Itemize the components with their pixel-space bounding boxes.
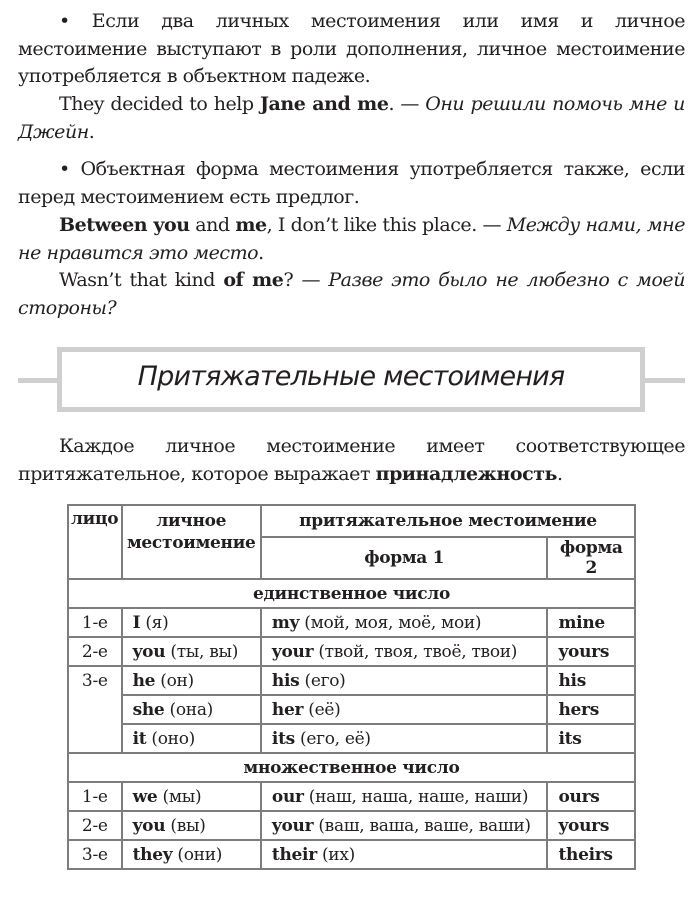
intro-paragraph-possessive: Каждое личное местоимение имеет соответствующее притяжательное, которое выражает принадлежность. [18, 435, 685, 485]
rule-paragraph-two-pronouns: • Если два личных местоимения или имя и личное местоимение выступают в роли дополнения, личное местоимение употребляется в объектном падеже. [18, 10, 685, 88]
cell-person: 3-е [68, 666, 122, 753]
possessive-form-2: mine [558, 612, 605, 633]
pronoun-english: he [132, 670, 156, 691]
cell-form-2 [547, 724, 635, 753]
cell-form-2 [547, 695, 635, 724]
possessive-translation: (его) [299, 670, 346, 691]
cell-form-1 [261, 840, 548, 869]
example-emphasis: Jane and me [259, 93, 389, 115]
example-between-you-and-me: Between you and me, I don’t like this place. — Между нами, мне не нравится это место. [18, 214, 685, 264]
cell-form-2 [547, 637, 635, 666]
cell-form-2 [547, 811, 635, 840]
pronoun-english: they [132, 844, 173, 865]
cell-form-1 [261, 666, 548, 695]
cell-personal-pronoun [122, 782, 261, 811]
header-person: лицо [68, 505, 122, 579]
cell-personal-pronoun [122, 637, 261, 666]
possessive-translation: (его, её) [294, 728, 371, 749]
header-personal-pronoun: личное местоимение [122, 505, 261, 579]
table-row [68, 637, 635, 666]
possessive-form-1: my [271, 612, 300, 633]
cell-personal-pronoun [122, 724, 261, 753]
cell-form-1 [261, 724, 548, 753]
pronoun-translation: (я) [140, 612, 169, 633]
cell-form-1 [261, 637, 548, 666]
pronoun-translation: (она) [164, 699, 214, 720]
example-translation: Между нами, мне не нравится это место [18, 214, 685, 264]
table-row [68, 840, 635, 869]
possessive-form-1: their [271, 844, 317, 865]
example-jane-and-me: They decided to help Jane and me. — Они решили помочь мне и Джейн. [18, 93, 685, 143]
cell-form-1 [261, 608, 548, 637]
section-label-singular: единственное число [68, 579, 635, 608]
table-row [68, 666, 635, 695]
header-possessive-pronoun: притяжательное местоимение [261, 505, 635, 537]
pronoun-english: you [132, 815, 166, 836]
pronoun-translation: (ты, вы) [165, 641, 239, 662]
possessive-form-2: yours [558, 641, 610, 662]
possessive-translation: (мой, моя, моё, мои) [299, 612, 482, 633]
pronoun-translation: (вы) [165, 815, 206, 836]
cell-personal-pronoun [122, 811, 261, 840]
cell-form-2 [547, 608, 635, 637]
table-row [68, 724, 635, 753]
possessive-form-2: ours [558, 786, 600, 807]
cell-form-2 [547, 666, 635, 695]
possessive-translation: (её) [303, 699, 341, 720]
possessive-form-1: our [271, 786, 304, 807]
cell-personal-pronoun [122, 608, 261, 637]
cell-person: 3-е [68, 840, 122, 869]
example-kind-of-me: Wasn’t that kind of me? — Разве это было не любезно с моей стороны? [18, 269, 686, 319]
possessive-form-1: your [271, 815, 314, 836]
possessive-translation: (наш, наша, наше, наши) [303, 786, 529, 807]
example-translation: Они решили помочь мне и Джейн [18, 93, 685, 143]
table-header-row [68, 505, 635, 537]
possessive-form-2: yours [558, 815, 610, 836]
possessive-form-2: his [558, 670, 586, 691]
section-heading-box [57, 347, 645, 412]
cell-person: 1-е [68, 782, 122, 811]
possessive-form-1: your [271, 641, 314, 662]
table-row [68, 695, 635, 724]
heading-rule-right [640, 378, 685, 383]
section-row-singular [68, 579, 635, 608]
cell-personal-pronoun [122, 666, 261, 695]
pronoun-translation: (они) [172, 844, 223, 865]
example-emphasis: me [235, 214, 267, 236]
cell-person: 1-е [68, 608, 122, 637]
section-label-plural: множественное число [68, 753, 635, 782]
cell-personal-pronoun [122, 695, 261, 724]
possessive-translation: (их) [316, 844, 355, 865]
possessive-translation: (ваш, ваша, ваше, ваши) [313, 815, 531, 836]
cell-person: 2-е [68, 637, 122, 666]
cell-person: 2-е [68, 811, 122, 840]
example-translation: Разве это было не любезно с моей стороны? [18, 269, 686, 319]
pronoun-translation: (мы) [157, 786, 202, 807]
example-emphasis: Between you [59, 214, 190, 236]
table-row [68, 782, 635, 811]
table-row [68, 811, 635, 840]
possessive-form-2: hers [558, 699, 599, 720]
heading-rule-left [18, 378, 62, 383]
header-form-2: форма 2 [547, 537, 635, 579]
cell-form-1 [261, 811, 548, 840]
possessive-form-2: its [558, 728, 582, 749]
possessive-form-1: its [271, 728, 295, 749]
pronoun-english: it [132, 728, 147, 749]
possessive-form-1: his [271, 670, 300, 691]
pronoun-english: we [132, 786, 158, 807]
rule-paragraph-preposition: • Объектная форма местоимения употребляется также, если перед местоимением есть предлог. [18, 158, 685, 208]
section-row-plural [68, 753, 635, 782]
possessive-form-1: her [271, 699, 304, 720]
key-term: принадлежность [375, 462, 557, 485]
cell-form-1 [261, 695, 548, 724]
pronoun-english: I [132, 612, 141, 633]
cell-form-2 [547, 840, 635, 869]
possessive-translation: (твой, твоя, твоё, твои) [313, 641, 518, 662]
pronoun-translation: (он) [155, 670, 194, 691]
pronoun-translation: (оно) [146, 728, 195, 749]
example-emphasis: of me [223, 269, 284, 291]
table-row [68, 608, 635, 637]
header-form-1: форма 1 [261, 537, 548, 579]
cell-personal-pronoun [122, 840, 261, 869]
cell-form-2 [547, 782, 635, 811]
cell-form-1 [261, 782, 548, 811]
pronoun-english: she [132, 699, 165, 720]
section-heading: Притяжательные местоимения [137, 361, 565, 392]
possessive-form-2: theirs [558, 844, 613, 865]
pronoun-english: you [132, 641, 166, 662]
possessive-pronouns-table [67, 504, 636, 870]
